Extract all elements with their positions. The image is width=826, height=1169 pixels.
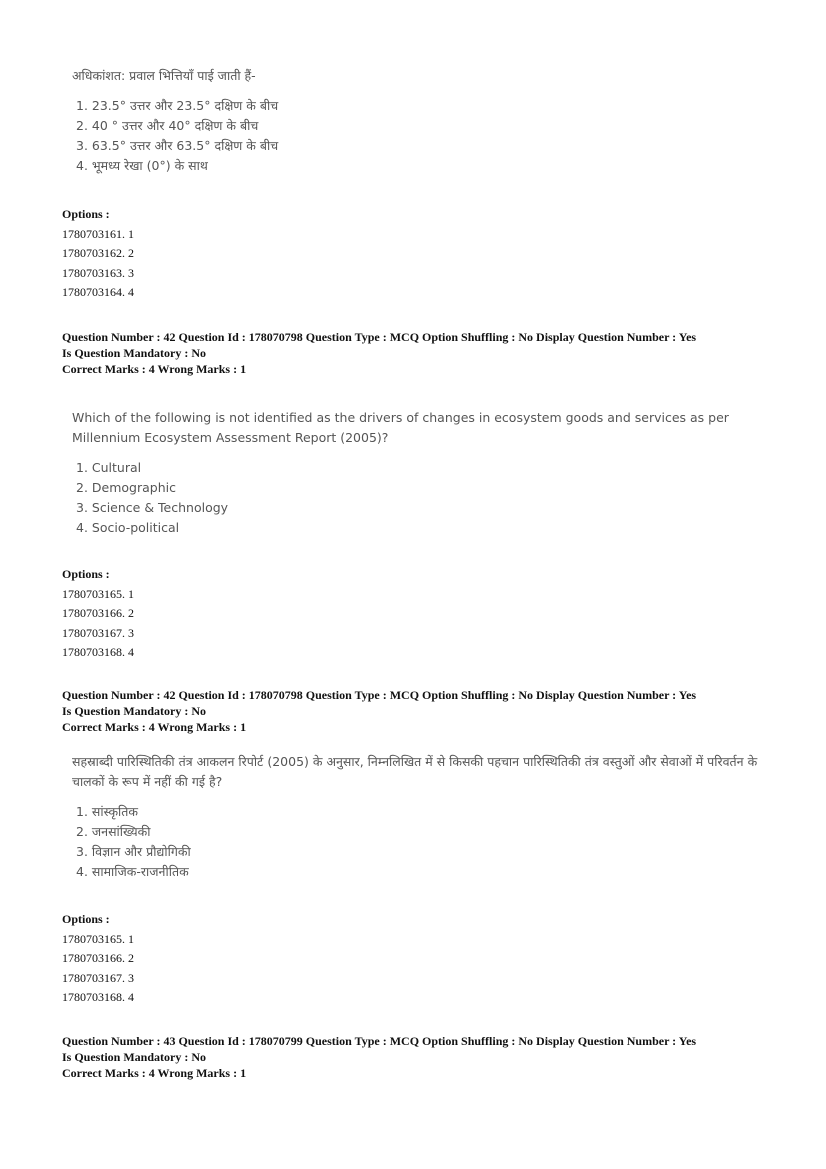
question-image-q42-english	[72, 408, 772, 538]
options-label: Options :	[62, 207, 110, 221]
choice-item: 4. सामाजिक-राजनीतिक	[76, 864, 189, 879]
question-stem: Which of the following is not identified as the drivers of changes in ecosystem goods and services as per Millennium Ecosystem Assessment Report (2005)?	[72, 410, 729, 445]
meta-line: Question Number : 42 Question Id : 178070798 Question Type : MCQ Option Shuffling : No Display Question Number : Yes	[62, 688, 697, 702]
choice-list	[72, 96, 278, 176]
options-list-q42-hi	[62, 910, 134, 1008]
question-meta-q42-en	[62, 329, 696, 377]
option-id: 1780703161. 1	[62, 226, 134, 241]
choice-item: 1. सांस्कृतिक	[76, 804, 139, 819]
options-list-q41	[62, 205, 134, 303]
choice-item: 2. 40 ° उत्तर और 40° दक्षिण के बीच	[76, 118, 259, 133]
meta-line: Is Question Mandatory : No	[62, 346, 207, 360]
choice-item: 3. Science & Technology	[76, 500, 229, 515]
choice-item: 4. भूमध्य रेखा (0°) के साथ	[76, 158, 208, 173]
options-label: Options :	[62, 567, 110, 581]
options-list-q42-en	[62, 565, 134, 663]
meta-line: Is Question Mandatory : No	[62, 1050, 207, 1064]
choice-item: 2. Demographic	[76, 480, 176, 495]
option-id: 1780703162. 2	[62, 246, 134, 260]
meta-line: Is Question Mandatory : No	[62, 704, 207, 718]
option-id: 1780703166. 2	[62, 951, 134, 965]
question-image-q42-hindi	[72, 752, 772, 882]
choice-list	[72, 458, 772, 538]
choice-list	[72, 802, 772, 882]
meta-line: Correct Marks : 4 Wrong Marks : 1	[62, 362, 247, 376]
options-label: Options :	[62, 912, 110, 926]
option-id: 1780703165. 1	[62, 586, 134, 601]
option-id: 1780703168. 4	[62, 645, 134, 659]
meta-line: Correct Marks : 4 Wrong Marks : 1	[62, 1066, 247, 1080]
option-id: 1780703164. 4	[62, 285, 134, 299]
option-id: 1780703165. 1	[62, 931, 134, 946]
choice-item: 3. 63.5° उत्तर और 63.5° दक्षिण के बीच	[76, 138, 279, 153]
option-id: 1780703166. 2	[62, 606, 134, 620]
option-id: 1780703167. 3	[62, 625, 134, 640]
choice-item: 1. Cultural	[76, 460, 142, 475]
choice-item: 4. Socio-political	[76, 520, 180, 535]
meta-line: Question Number : 43 Question Id : 178070799 Question Type : MCQ Option Shuffling : No Display Question Number : Yes	[62, 1034, 697, 1048]
option-id: 1780703168. 4	[62, 990, 134, 1004]
choice-item: 3. विज्ञान और प्रौद्योगिकी	[76, 844, 191, 859]
choice-item: 2. जनसांख्यिकी	[76, 824, 151, 839]
question-image-q41-hindi	[72, 66, 278, 176]
option-id: 1780703167. 3	[62, 970, 134, 985]
meta-line: Correct Marks : 4 Wrong Marks : 1	[62, 720, 247, 734]
meta-line: Question Number : 42 Question Id : 178070798 Question Type : MCQ Option Shuffling : No Display Question Number : Yes	[62, 330, 697, 344]
question-meta-q43-en	[62, 1033, 696, 1081]
option-id: 1780703163. 3	[62, 265, 134, 280]
question-stem: अधिकांशत: प्रवाल भित्तियाँ पाई जाती हैं-	[72, 68, 256, 83]
choice-item: 1. 23.5° उत्तर और 23.5° दक्षिण के बीच	[76, 98, 279, 113]
question-stem: सहस्राब्दी पारिस्थितिकी तंत्र आकलन रिपोर्ट (2005) के अनुसार, निम्नलिखित में से किसकी पहचान पारिस्थितिकी तंत्र वस्तुओं और सेवाओं में परिवर्तन के चालकों के रूप में नहीं की गई है?	[72, 754, 758, 789]
question-meta-q42-hi	[62, 687, 696, 735]
